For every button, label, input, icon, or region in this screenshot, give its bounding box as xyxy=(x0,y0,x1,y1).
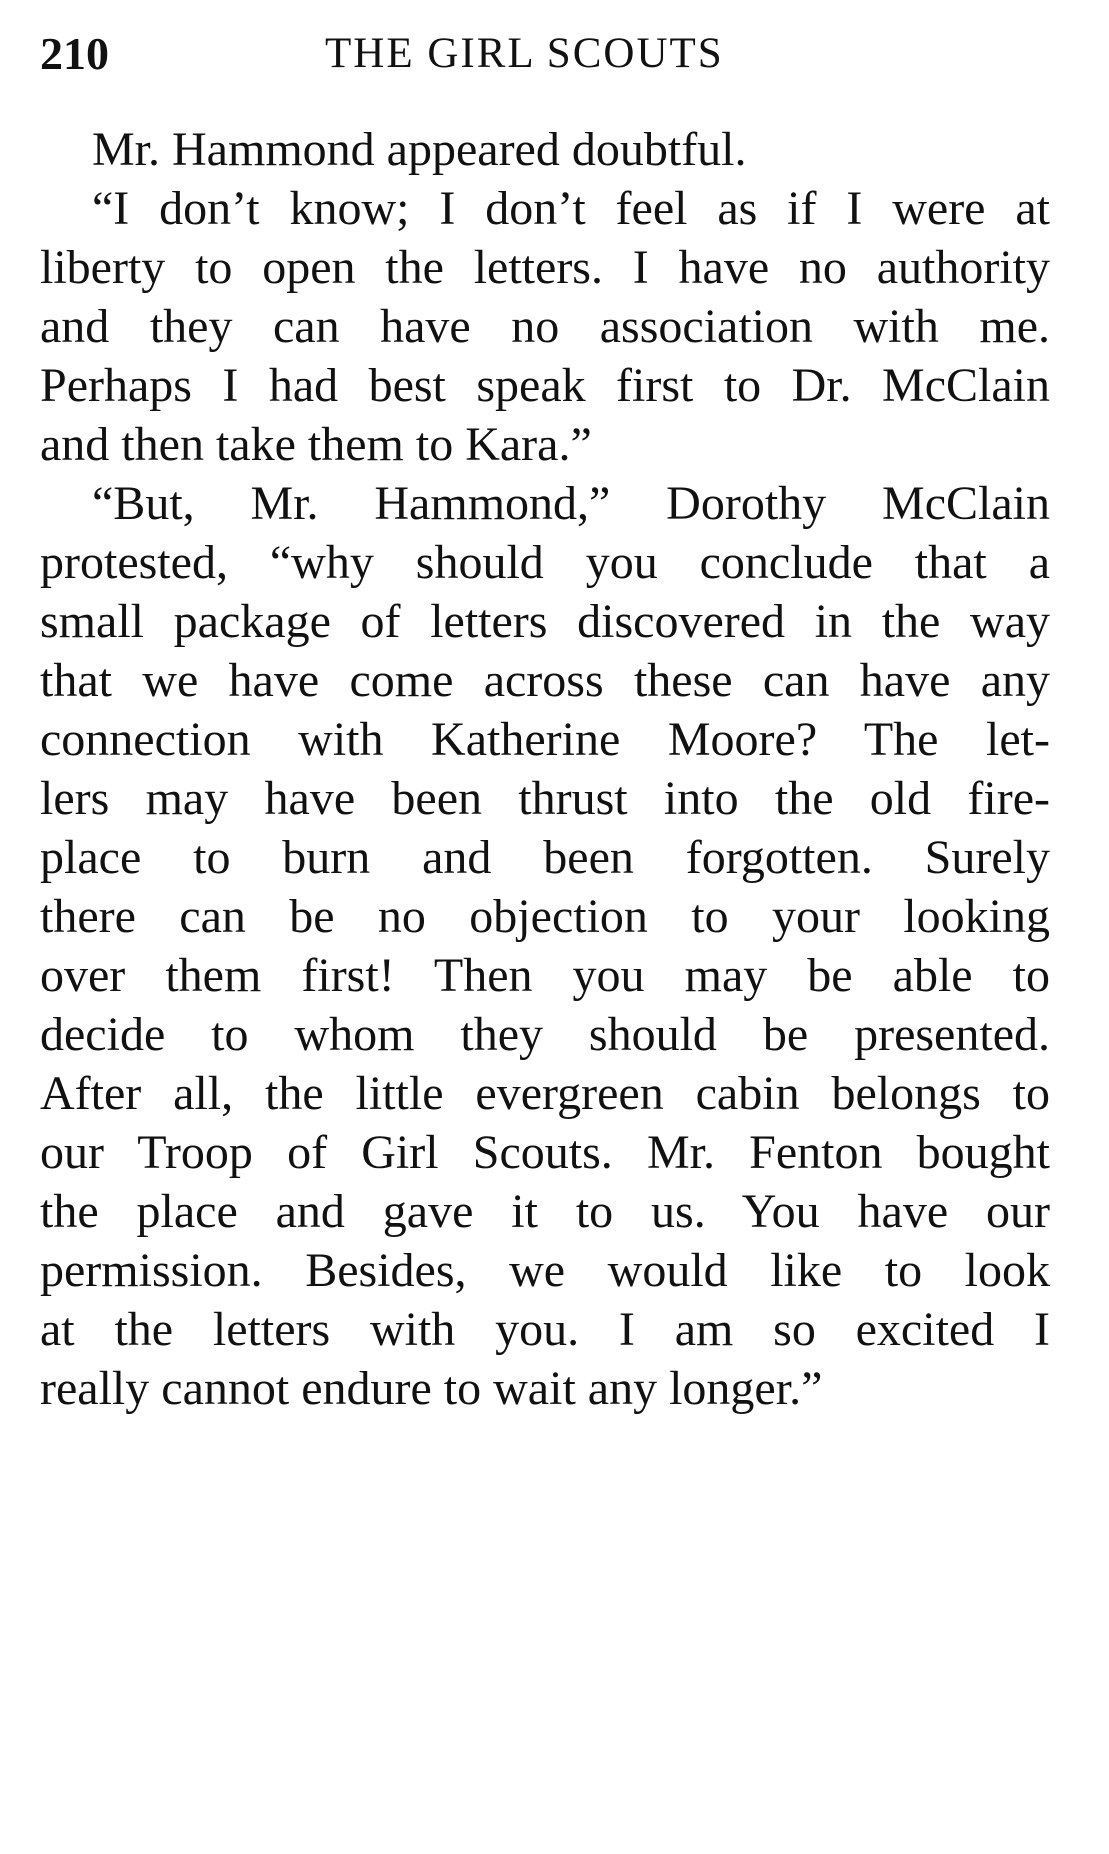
text-line: decide to whom they should be presented. xyxy=(40,1008,1050,1061)
text-line: liberty to open the letters. I have no authority xyxy=(40,241,1050,294)
text-line: After all, the little evergreen cabin belongs to xyxy=(40,1067,1050,1120)
text-line: Perhaps I had best speak first to Dr. McClain xyxy=(40,359,1050,412)
text-line: small package of letters discovered in the way xyxy=(40,595,1050,648)
text-line: that we have come across these can have any xyxy=(40,654,1050,707)
text-line: connection with Katherine Moore? The let- xyxy=(40,713,1050,766)
page-number: 210 xyxy=(40,28,109,79)
text-line: place to burn and been forgotten. Surely xyxy=(40,831,1050,884)
text-line: “But, Mr. Hammond,” Dorothy McClain xyxy=(92,477,1050,530)
body-text xyxy=(40,120,1050,1418)
text-line: really cannot endure to wait any longer.” xyxy=(40,1362,823,1415)
text-line: “I don’t know; I don’t feel as if I were at xyxy=(92,182,1050,235)
text-line: the place and gave it to us. You have our xyxy=(40,1185,1050,1238)
text-line: lers may have been thrust into the old fire- xyxy=(40,772,1050,825)
text-line: and then take them to Kara.” xyxy=(40,418,592,471)
text-line: there can be no objection to your looking xyxy=(40,890,1050,943)
text-line: over them first! Then you may be able to xyxy=(40,949,1050,1002)
text-line: and they can have no association with me. xyxy=(40,300,1050,353)
running-head xyxy=(40,24,1040,84)
text-line: at the letters with you. I am so excited I xyxy=(40,1303,1050,1356)
running-title: THE GIRL SCOUTS xyxy=(325,30,724,77)
text-line: our Troop of Girl Scouts. Mr. Fenton bought xyxy=(40,1126,1050,1179)
text-line: permission. Besides, we would like to look xyxy=(40,1244,1050,1297)
text-line: protested, “why should you conclude that a xyxy=(40,536,1050,589)
text-line: Mr. Hammond appeared doubtful. xyxy=(92,123,747,176)
